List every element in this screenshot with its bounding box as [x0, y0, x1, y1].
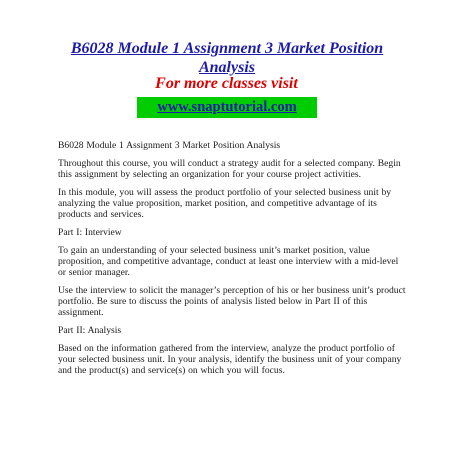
body-heading: B6028 Module 1 Assignment 3 Market Position Analysis — [58, 140, 281, 151]
section-heading-part1: Part I: Interview — [58, 227, 122, 238]
section-heading-part2: Part II: Analysis — [58, 325, 122, 337]
paragraph-intro: Throughout this course, you will conduct a strategy audit for a selected company. Begin this assignment by selecting an organization for your course project activities. — [58, 157, 401, 180]
promo-text: For more classes visit — [155, 75, 298, 92]
paragraph-interview: To gain an understanding of your selected business unit’s market position, value proposition, and competitive advantage, conduct at least one interview with a mid-level or senior manager. — [58, 244, 399, 279]
website-link[interactable]: www.snaptutorial.com — [157, 99, 297, 115]
website-banner[interactable] — [137, 97, 317, 118]
paragraph-solicit: Use the interview to solicit the manager’s perception of his or her business unit’s product portfolio. Be sure to discuss the points of analysis listed below in Part II of this assignment. — [58, 285, 406, 319]
paragraph-analysis: Based on the information gathered from the interview, analyze the product portfolio of your selected business unit. In your analysis, identify the business unit of your company and the product(s) and service(s) on which you will focus. — [58, 343, 402, 377]
document-body — [58, 140, 408, 383]
paragraph-module: In this module, you will assess the product portfolio of your selected business unit by analyzing the value proposition, market position, and competitive advantage of its products and services. — [58, 186, 392, 221]
document-title-link[interactable]: B6028 Module 1 Assignment 3 Market Position Analysis — [70, 40, 384, 76]
